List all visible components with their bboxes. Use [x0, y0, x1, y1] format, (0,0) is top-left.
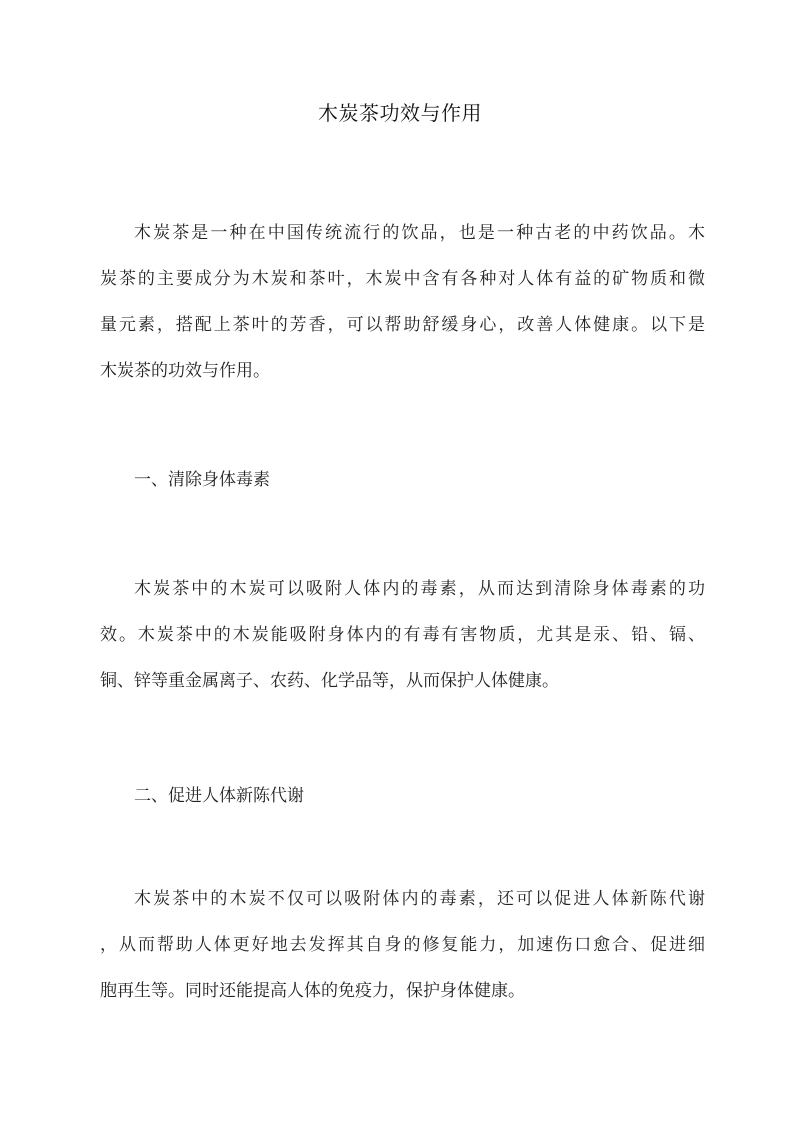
paragraph-line: ，从而帮助人体更好地去发挥其自身的修复能力，加速伤口愈合、促进细	[100, 935, 705, 955]
paragraph-line: 木炭茶中的木炭可以吸附人体内的毒素，从而达到清除身体毒素的功	[134, 579, 705, 599]
paragraph-line: 量元素，搭配上茶叶的芳香，可以帮助舒缓身心，改善人体健康。以下是	[100, 315, 705, 335]
section-2-paragraph	[100, 876, 705, 1014]
paragraph-line: 铜、锌等重金属离子、农药、化学品等，从而保护人体健康。	[100, 671, 559, 691]
section-1-paragraph	[100, 566, 705, 704]
section-heading-2: 二、促进人体新陈代谢	[134, 786, 304, 806]
section-heading-1: 一、清除身体毒素	[134, 470, 270, 490]
document-title: 木炭茶功效与作用	[318, 101, 482, 125]
paragraph-line: 木炭茶的功效与作用。	[100, 361, 270, 381]
paragraph-line: 效。木炭茶中的木炭能吸附身体内的有毒有害物质，尤其是汞、铅、镉、	[100, 625, 705, 645]
paragraph-line: 木炭茶是一种在中国传统流行的饮品，也是一种古老的中药饮品。木	[134, 223, 705, 243]
paragraph-line: 胞再生等。同时还能提高人体的免疫力，保护身体健康。	[100, 981, 525, 1001]
paragraph-line: 炭茶的主要成分为木炭和茶叶，木炭中含有各种对人体有益的矿物质和微	[100, 269, 705, 289]
intro-paragraph	[100, 210, 705, 394]
paragraph-line: 木炭茶中的木炭不仅可以吸附体内的毒素，还可以促进人体新陈代谢	[134, 889, 705, 909]
